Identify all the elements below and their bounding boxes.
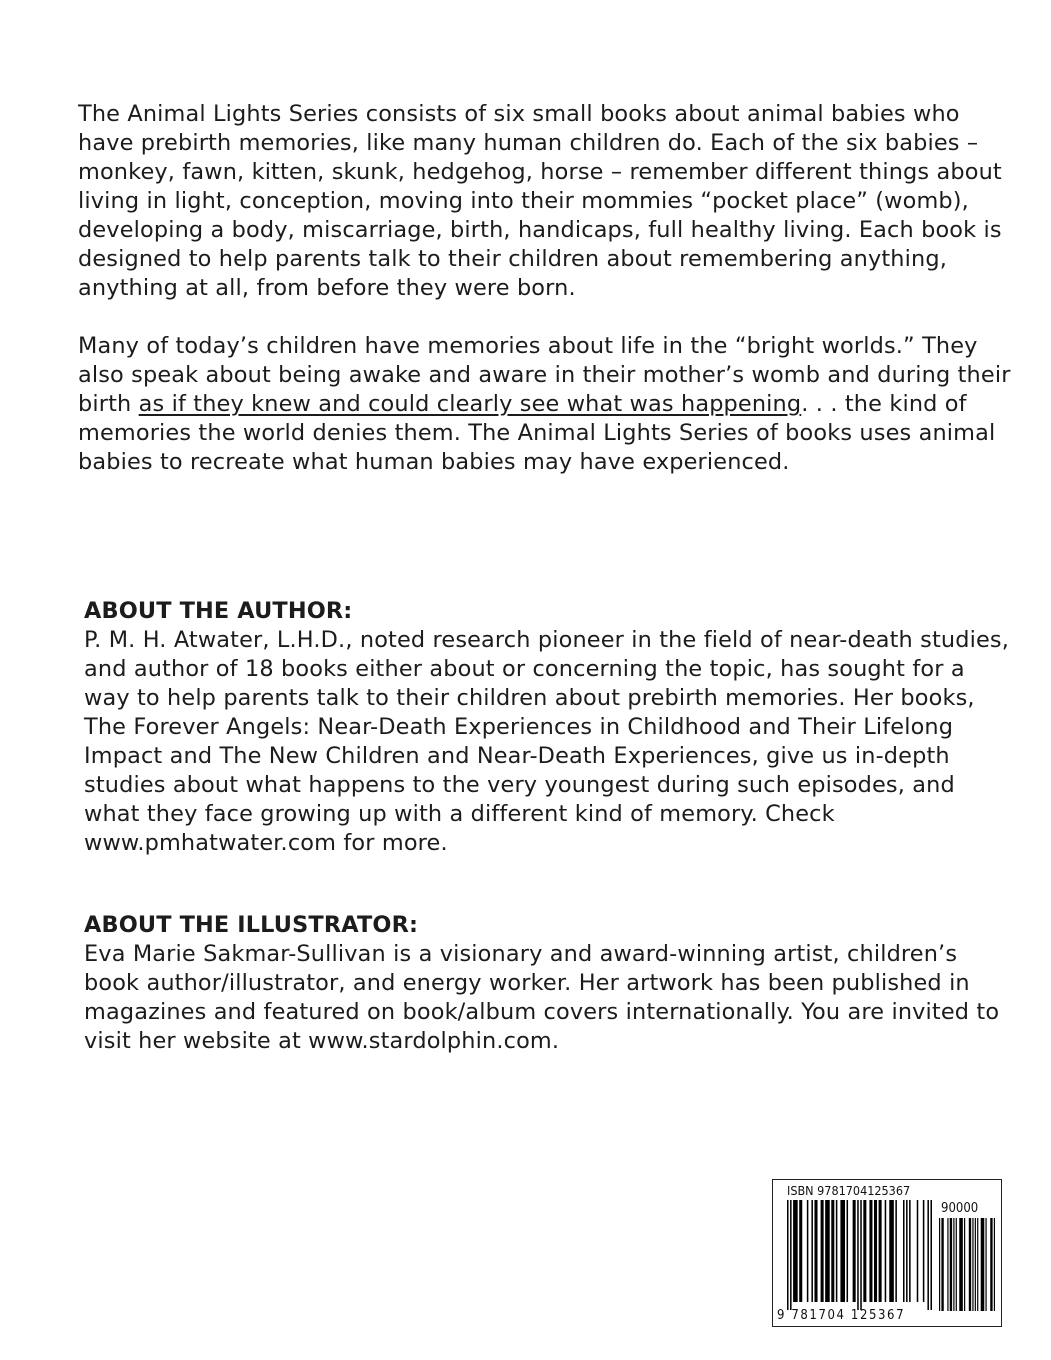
barcode-bar: [947, 1218, 948, 1311]
about-illustrator-heading: ABOUT THE ILLUSTRATOR:: [84, 912, 419, 938]
book-description: [78, 100, 1013, 477]
barcode-bar: [975, 1218, 976, 1311]
isbn-barcode: [772, 1179, 1002, 1327]
barcode-bar: [941, 1218, 943, 1311]
underlined-phrase: as if they knew and could clearly see what was happening: [138, 391, 802, 417]
barcode-bar: [994, 1218, 995, 1311]
about-illustrator-text: Eva Marie Sakmar-Sullivan is a visionary and award-winning artist, children’s book author/illustrator, and energy worker. Her artwork has been published in magazines and featured on book/album covers internationally. You are invited to visit her website at www.stardolphin.com.: [84, 941, 1000, 1054]
isbn-label: ISBN 9781704125367: [787, 1183, 911, 1198]
barcode-bar: [977, 1218, 978, 1311]
barcode-bar: [840, 1200, 845, 1302]
barcode-bar: [869, 1200, 872, 1302]
barcode-bar: [847, 1200, 849, 1302]
paragraph-2-start: Many of today’s children have memories about life in the “bright worlds.” They also speak about being awake and aware in their mother’s womb and during their birth: [78, 333, 1011, 417]
barcode-bar: [793, 1200, 798, 1302]
barcode-bar: [906, 1200, 908, 1302]
about-illustrator-section: [84, 911, 1014, 1056]
barcode-bar: [939, 1218, 940, 1311]
barcode-bar: [831, 1200, 834, 1302]
barcode-bar: [917, 1200, 919, 1302]
barcode-bar: [953, 1218, 954, 1311]
barcode-bar: [895, 1200, 897, 1302]
barcode-bar: [930, 1200, 932, 1310]
barcode-bars: [787, 1200, 932, 1310]
description-paragraph-2: [78, 332, 1013, 477]
barcode-bar: [927, 1200, 929, 1310]
barcode-bar: [814, 1200, 817, 1302]
barcode-digits: 9 781704 125367: [777, 1308, 906, 1323]
barcode-bar: [863, 1200, 866, 1302]
barcode-bar: [889, 1200, 894, 1302]
barcode-bar: [860, 1200, 862, 1310]
barcode-bar: [799, 1200, 802, 1302]
about-author-heading: ABOUT THE AUTHOR:: [84, 598, 353, 624]
barcode-bar: [825, 1200, 830, 1302]
barcode-bar: [964, 1218, 965, 1311]
about-author-section: [84, 597, 1014, 858]
barcode-bar: [985, 1218, 986, 1311]
paragraph-2-end: . . . the kind of memories the world denies them. The Animal Lights Series of books uses animal babies to recreate what human babies may have experienced.: [78, 391, 996, 475]
barcode-bar: [969, 1218, 971, 1311]
description-paragraph-1: The Animal Lights Series consists of six small books about animal babies who have prebirth memories, like many human children do. Each of the six babies – monkey, fawn, kitten, skunk, hedgehog, horse – remember different things about living in light, conception, moving into their mommies “pocket place” (womb), developing a body, miscarriage, birth, handicaps, full healthy living. Each book is designed to help parents talk to their children about remembering anything, anything at all, from before they were born.: [78, 101, 1002, 301]
barcode-bar: [836, 1200, 838, 1302]
barcode-bar: [885, 1200, 887, 1302]
barcode-addon-bars: [939, 1218, 995, 1311]
barcode-bar: [879, 1200, 882, 1302]
barcode-bar: [981, 1218, 985, 1311]
barcode-bar: [972, 1218, 973, 1311]
barcode-bar: [990, 1218, 992, 1311]
barcode-bar: [923, 1200, 925, 1302]
barcode-bar: [807, 1200, 809, 1302]
barcode-bar: [790, 1200, 792, 1310]
barcode-bar: [857, 1200, 859, 1310]
barcode-bar: [811, 1200, 813, 1302]
barcode-bar: [950, 1218, 952, 1311]
barcode-bar: [903, 1200, 905, 1302]
barcode-bar: [853, 1200, 856, 1302]
price-code: 90000: [941, 1201, 979, 1216]
barcode-bar: [787, 1200, 789, 1310]
barcode-bar: [909, 1200, 911, 1302]
barcode-bar: [959, 1218, 963, 1311]
barcode-bar: [874, 1200, 877, 1302]
about-author-text: P. M. H. Atwater, L.H.D., noted research pioneer in the field of near-death studies, and author of 18 books either about or concerning the topic, has sought for a way to help parents talk to their children about prebirth memories. Her books, The Forever Angels: Near-Death Experiences in Childhood and Their Lifelong Impact and The New Children and Near-Death Experiences, give us in-depth studies about what happens to the very youngest during such episodes, and what they face growing up with a different kind of memory. Check www.pmhatwater.com for more.: [84, 627, 1009, 856]
barcode-bar: [821, 1200, 824, 1302]
barcode-bar: [956, 1218, 957, 1311]
